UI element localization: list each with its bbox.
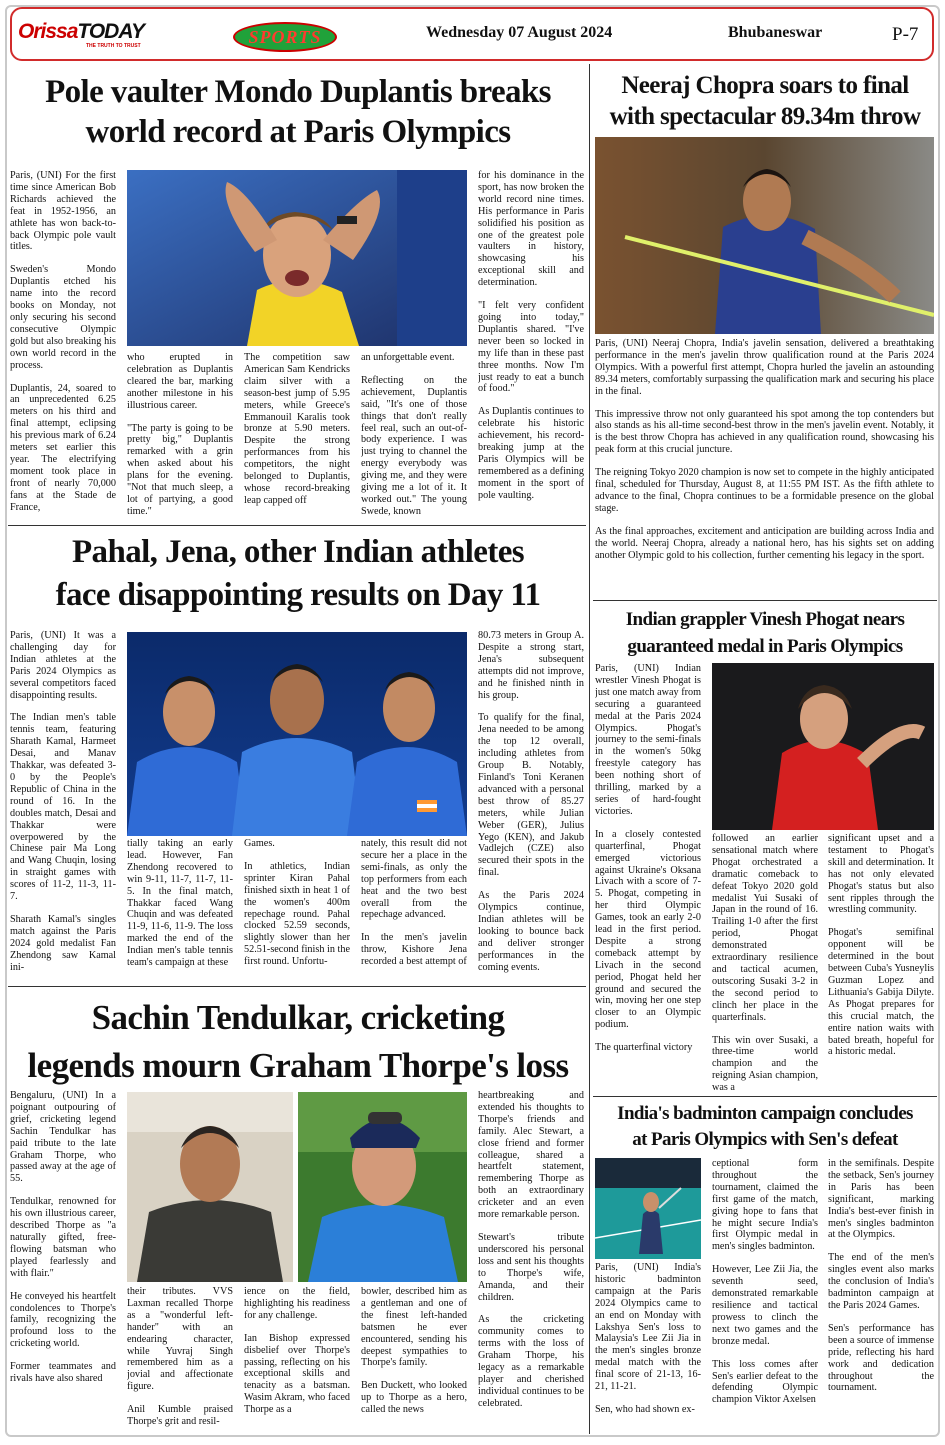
edition-city: Bhubaneswar bbox=[728, 24, 823, 41]
article-neeraj-body: Paris, (UNI) Neeraj Chopra, India's javelin sensation, delivered a breathtaking performance in the men's javelin throw qualification round at the Paris 2024 Olympics. With a powerful first attempt, Chopra hurled the javelin an astounding 89.34 meters, comfortably surpassing the qualification mark and securing his place in the final. This impressive throw not only guaranteed his spot among the top contenders but also stands as his all-time second-best throw in the men's javelin event. Notably, it is the best throw Chopra has achieved in any qualification round, showcasing his peak form at this crucial juncture. The reigning Tokyo 2020 champion is now set to compete in the highly anticipated final, scheduled for Thursday, August 8, at 11:55 PM IST. As the fifth athlete to advance to the final, Chopra continues to be a formidable presence on the global stage. As the final approaches, excitement and anticipation are building across India and the world. Neeraj Chopra, already a national hero, has his sights set on adding another Olympic gold to his collection, further cementing his legacy in the sport. bbox=[595, 338, 934, 561]
headline-indian-athletes: Pahal, Jena, other Indian athletes face disappointing results on Day 11 bbox=[55, 534, 541, 613]
article-thorpe-col2: their tributes. VVS Laxman recalled Thorpe as a "wonderful left-hander" with an endearing character, while Yuvraj Singh remembered him as a jovial and affectionate figure. Anil Kumble praised Thorpe's grit and resil- bbox=[127, 1286, 233, 1428]
section-badge: SPORTS bbox=[233, 22, 337, 52]
article-badminton-col3: in the semifinals. Despite the setback, Sen's journey in Paris has been significant, marking India's best-ever finish in men's singles badminton at the Olympics. The end of the men's singles event also marks the conclusion of India's badminton campaign at the Paris 2024 Games. Sen's performance has been a source of immense pride, reflecting his hard work and dedication throughout the tournament. bbox=[828, 1158, 934, 1394]
logo: OrissaTODAY THE TRUTH TO TRUST bbox=[18, 20, 144, 49]
article-athletes-col3: Games. In athletics, Indian sprinter Kiran Pahal finished sixth in heat 1 of the women's 400m repechage round. Pahal clocked 52.59 seconds, slightly slower than her 52.51-second finish in the first round. Unfortu- bbox=[244, 838, 350, 968]
article-thorpe-col1: Bengaluru, (UNI) In a poignant outpouring of grief, cricketing legend Sachin Tendulkar has paid tribute to the late Graham Thorpe, who passed away at the age of 55. Tendulkar, renowned for his own illustrious career, described Thorpe as "a naturally gifted, free-flowing batsman who played fearlessly and with flair." He conveyed his heartfelt condolences to Thorpe's family, recognizing the profound loss to the cricketing world. Former teammates and rivals have also shared bbox=[10, 1090, 116, 1385]
headline-duplantis: Pole vaulter Mondo Duplantis breaks world record at Paris Olympics bbox=[45, 74, 551, 150]
divider bbox=[593, 600, 937, 601]
divider bbox=[8, 525, 586, 526]
headline-thorpe: Sachin Tendulkar, cricketing legends mourn Graham Thorpe's loss bbox=[27, 998, 569, 1085]
article-duplantis-col5: for his dominance in the sport, has now broken the world record nine times. His performance in Paris solidified his position as one of the greatest pole vaulters in history, showcasing his exceptional skill and determination. "I felt very confident going into today," Duplantis shared. "I've never been so locked in my life than in these past three months. Now I'm just ready to eat a bunch of food." As Duplantis continues to celebrate his historic achievement, his record-breaking jump at the Paris Olympics will be remembered as a defining moment in the sport of pole vaulting. bbox=[478, 170, 584, 501]
article-duplantis-col4: an unforgettable event. Reflecting on the achievement, Duplantis said, "It's one of those things that don't really feel real, such an out-of-body experience. I was just trying to channel the energy everybody was giving me, and they were giving me a lot of it. It worked out." The young Swede, known bbox=[361, 352, 467, 517]
divider bbox=[8, 986, 586, 987]
article-thorpe-col3: ience on the field, highlighting his readiness for any challenge. Ian Bishop expressed disbelief over Thorpe's passing, reflecting on his exceptional skills and tenacity as a batsman. Wasim Akram, who faced Thorpe as a bbox=[244, 1286, 350, 1416]
article-thorpe-col4: bowler, described him as a gentleman and one of the finest left-handed batsmen he ever encountered, sending his deepest sympathies to Thorpe's family. Ben Duckett, who looked up to Thorpe as a hero, called the news bbox=[361, 1286, 467, 1416]
article-phogat-col2: followed an earlier sensational match where Phogat orchestrated a dramatic comeback to defeat Tokyo 2020 gold medalist Yui Susaki of Japan in the round of 16. Trailing 1-0 after the first period, Phogat demonstrated extraordinary resilience and tactical acumen, outscoring Susaki 3-2 in the second period to clinch her place in the quarterfinals. This win over Susaki, a three-time world champion and the reigning Asian champion, was a bbox=[712, 833, 818, 1093]
article-badminton-col1: Paris, (UNI) India's historic badminton campaign at the Paris 2024 Olympics came to an end on Monday with Lakshya Sen's loss to Malaysia's Lee Zii Jia in the men's singles bronze medal match with the final score of 21-13, 16-21, 11-21. Sen, who had shown ex- bbox=[595, 1262, 701, 1415]
article-phogat-col1: Paris, (UNI) Indian wrestler Vinesh Phogat is just one match away from securing a guaranteed medal at the Paris 2024 Olympics. Phogat's journey to the semi-finals in the women's 50kg freestyle category has been nothing short of thrilling, marked by a series of hard-fought victories. In a closely contested quarterfinal, Phogat emerged victorious against Ukraine's Oksana Livach with a score of 7-5. Phogat, competing in her third Olympic Games, took an early 2-0 lead in the first period. Despite a strong comeback attempt by Livach in the second period, Phogat held her ground and secured the win, moving her one step closer to an Olympic podium. The quarterfinal victory bbox=[595, 663, 701, 1054]
article-athletes-col5: 80.73 meters in Group A. Despite a strong start, Jena's subsequent attempts did not improve, and he finished ninth in his group. To qualify for the final, Jena needed to be among the top 12 overall, including athletes from Group B. Notably, Finland's Toni Keranen advanced with a personal best throw of 85.27 meters, while Julian Weber (GER), Julius Yego (KEN), and Jakub Vadlejch (CZE) also secured their spots in the final. As the Paris 2024 Olympics continue, Indian athletes will be looking to bounce back and deliver stronger performances in the coming events. bbox=[478, 630, 584, 973]
article-thorpe-col5: heartbreaking and extended his thoughts to Thorpe's friends and family. Alec Stewart, a close friend and former colleague, shared a heartfelt statement, remembering Thorpe as both an extraordinary cricketer and an even more remarkable person. Stewart's tribute underscored his personal loss and sent his thoughts to Thorpe's wife, Amanda, and their children. As the cricketing community comes to terms with the loss of Graham Thorpe, his legacy as a remarkable player and cherished individual continues to be celebrated. bbox=[478, 1090, 584, 1409]
issue-date: Wednesday 07 August 2024 bbox=[426, 24, 613, 41]
article-athletes-col1: Paris, (UNI) It was a challenging day for Indian athletes at the Paris 2024 Olympics as several competitors faced disappointing results. The Indian men's table tennis team, featuring Sharath Kamal, Harmeet Desai, and Manav Thakkar, was defeated 3-0 by the People's Republic of China in the round of 16. In the doubles match, Desai and Thakkar were overpowered by the Chinese pair Ma Long and Wang Chuqin, losing in straight games with scores of 11-2, 11-3, 11-7. Sharath Kamal's singles match against the Paris 2024 gold medalist Fan Zhendong saw Kamal ini- bbox=[10, 630, 116, 973]
article-phogat-col3: significant upset and a testament to Phogat's skill and determination. It has not only elevated Phogat's status but also sent ripples through the wrestling community. Phogat's semifinal opponent will be determined in the bout between Cuba's Yusneylis Guzman Lopez and Lithuania's Gabija Dilyte. As Phogat prepares for this crucial match, the entire nation waits with bated breath, hopeful for a historic medal. bbox=[828, 833, 934, 1058]
headline-vinesh-phogat: Indian grappler Vinesh Phogat nears guaranteed medal in Paris Olympics bbox=[625, 609, 905, 657]
photo-table-tennis-team bbox=[127, 632, 467, 836]
headline-badminton: India's badminton campaign concludes at Paris Olympics with Sen's defeat bbox=[617, 1103, 913, 1150]
photo-graham-thorpe bbox=[298, 1092, 467, 1282]
photo-neeraj-chopra bbox=[595, 137, 934, 334]
article-athletes-col4: nately, this result did not secure her a place in the semi-finals, as only the top performers from each heat and the two best overall from the repechage advanced. In the men's javelin throw, Kishore Jena recorded a best attempt of bbox=[361, 838, 467, 968]
page-number: P-7 bbox=[892, 24, 919, 45]
photo-lakshya-sen bbox=[595, 1158, 701, 1259]
divider bbox=[593, 1096, 937, 1097]
photo-vinesh-phogat bbox=[712, 663, 934, 830]
article-duplantis-col1: Paris, (UNI) For the first time since American Bob Richards achieved the feat in 1952-1956, an athlete has won back-to-back Olympic pole vault titles. Sweden's Mondo Duplantis etched his name into the record books on Monday, not only securing his second consecutive Olympic gold but also breaking his own world record in the process. Duplantis, 24, soared to an unprecedented 6.25 meters on his third and final attempt, eclipsing his previous mark of 6.24 meters set earlier this year. The electrifying moment took place in front of nearly 70,000 fans at the Stade de France, bbox=[10, 170, 116, 513]
article-duplantis-col2: who erupted in celebration as Duplantis cleared the bar, marking another milestone in his illustrious career. "The party is going to be pretty big," Duplantis remarked with a grin when asked about his plans for the evening. "Not that much sleep, a lot of partying, a good time." bbox=[127, 352, 233, 517]
article-athletes-col2: tially taking an early lead. However, Fan Zhendong recovered to win 9-11, 11-7, 11-7, 11-5. In the final match, Thakkar faced Wang Chuqin and was defeated 11-9, 11-6, 11-9. The loss marked the end of the Indian men's table tennis team's campaign at these bbox=[127, 838, 233, 969]
photo-tendulkar bbox=[127, 1092, 293, 1282]
column-divider bbox=[589, 64, 590, 1434]
headline-neeraj-chopra: Neeraj Chopra soars to final with spectacular 89.34m throw bbox=[609, 72, 921, 130]
article-badminton-col2: ceptional form throughout the tournament, claimed the first game of the match, giving hope to fans that he might secure India's first Olympic medal in men's singles badminton. However, Lee Zii Jia, the seventh seed, demonstrated remarkable resilience and tactical prowess to clinch the next two games and the bronze medal. This loss comes after Sen's earlier defeat to the defending Olympic champion Viktor Axelsen bbox=[712, 1158, 818, 1406]
photo-duplantis bbox=[127, 170, 467, 346]
article-duplantis-col3: The competition saw American Sam Kendricks claim silver with a season-best jump of 5.95 meters, while Greece's Emmanouil Karalis took bronze at 5.90 meters. Despite the strong performances from his competitors, the night belonged to Duplantis, whose record-breaking leap capped off bbox=[244, 352, 350, 506]
